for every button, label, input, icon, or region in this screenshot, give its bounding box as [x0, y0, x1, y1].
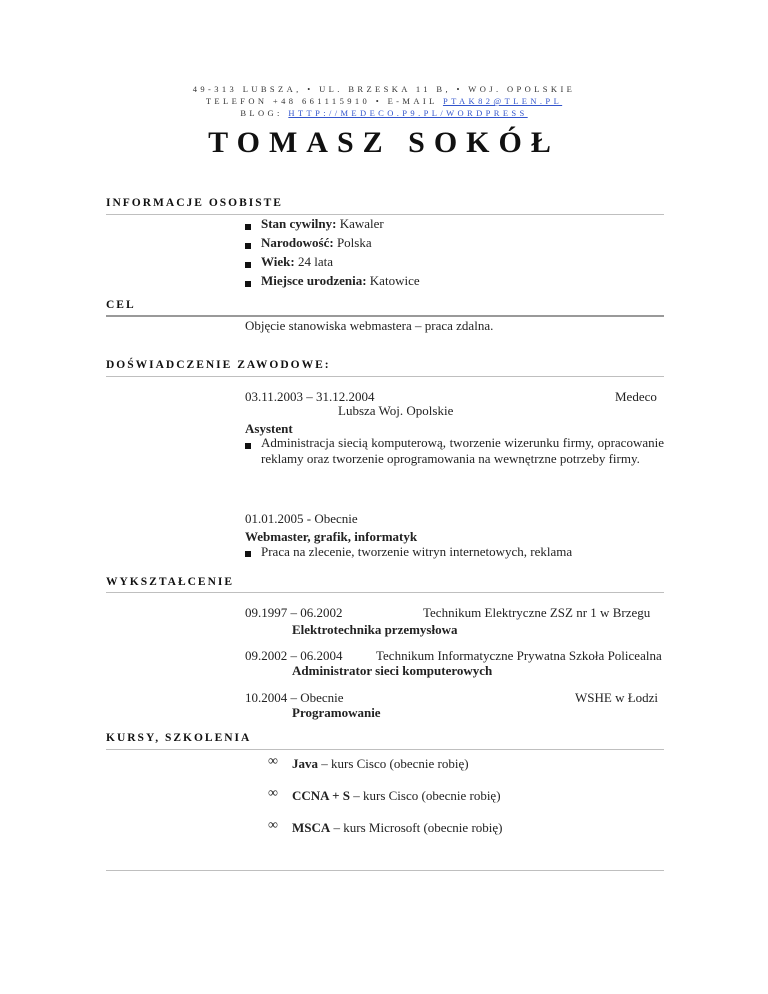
job-dates: 01.01.2005 - Obecnie — [245, 511, 358, 526]
course-item — [292, 820, 502, 836]
edu-field: Administrator sieci komputerowych — [292, 663, 493, 678]
footer-divider — [106, 870, 664, 871]
section-title-courses: KURSY, SZKOLENIA — [106, 732, 252, 744]
edu-dates: 10.2004 – Obecnie — [245, 690, 344, 705]
course-desc: – kurs Cisco (obecnie robię) — [349, 788, 501, 803]
personal-label: Stan cywilny: — [261, 216, 337, 231]
section-divider — [106, 315, 664, 317]
job-company: Medeco — [615, 389, 657, 404]
square-bullet-icon — [245, 224, 251, 230]
edu-school: Technikum Elektryczne ZSZ nr 1 w Brzegu — [423, 605, 651, 620]
job-duties: Praca na zlecenie, tworzenie witryn internetowych, reklama — [261, 544, 573, 559]
course-desc: – kurs Cisco (obecnie robię) — [318, 756, 469, 771]
section-divider — [106, 376, 664, 377]
email-link[interactable]: PTAK82@TLEN.PL — [442, 96, 563, 106]
job-position: Asystent — [245, 421, 293, 436]
course-item — [292, 788, 501, 804]
edu-school: Technikum Informatyczne Prywatna Szkoła Policealna — [376, 648, 662, 663]
edu-field: Elektrotechnika przemysłowa — [292, 622, 458, 637]
job-position: Webmaster, grafik, informatyk — [245, 529, 418, 544]
personal-item-text — [261, 235, 372, 251]
contact-phone: TELEFON +48 661115910 • E-MAIL — [205, 96, 443, 106]
edu-school: WSHE w Łodzi — [575, 690, 659, 705]
section-divider — [106, 749, 664, 750]
job-dates: 03.11.2003 – 31.12.2004 — [245, 389, 375, 404]
square-bullet-icon — [245, 281, 251, 287]
personal-value: Kawaler — [336, 216, 384, 231]
personal-value: Katowice — [366, 273, 420, 288]
infinity-bullet-icon: ∞ — [268, 786, 278, 801]
job-duties: Administracja siecią komputerową, tworzenie wizerunku firmy, opracowanie reklamy oraz tworzenie oprogramowania na wewnętrzne potrzeby firmy. — [261, 435, 664, 466]
edu-dates: 09.1997 – 06.2002 — [245, 605, 343, 620]
personal-label: Wiek: — [261, 254, 295, 269]
personal-item-text — [261, 254, 333, 270]
personal-label: Narodowość: — [261, 235, 334, 250]
square-bullet-icon — [245, 443, 251, 449]
full-name: TOMASZ SOKÓŁ — [208, 126, 560, 159]
contact-address: 49-313 LUBSZA, • UL. BRZESKA 11 B, • WOJ. OPOLSKIE — [192, 84, 576, 94]
contact-blog — [0, 108, 768, 118]
contact-phone-email — [0, 96, 768, 106]
infinity-bullet-icon: ∞ — [268, 754, 278, 769]
section-divider — [106, 592, 664, 593]
blog-label: BLOG: — [240, 108, 289, 118]
course-name: MSCA — [292, 820, 331, 835]
goal-text: Objęcie stanowiska webmastera – praca zdalna. — [245, 318, 494, 333]
section-divider — [106, 214, 664, 215]
course-desc: – kurs Microsoft (obecnie robię) — [330, 820, 503, 835]
edu-field: Programowanie — [292, 705, 381, 720]
infinity-bullet-icon: ∞ — [268, 818, 278, 833]
square-bullet-icon — [245, 262, 251, 268]
section-title-experience: DOŚWIADCZENIE ZAWODOWE: — [106, 359, 331, 371]
course-name: CCNA + S — [292, 788, 350, 803]
personal-value: Polska — [333, 235, 372, 250]
section-title-goal: CEL — [106, 299, 136, 311]
personal-item-text — [261, 273, 420, 289]
section-title-education: WYKSZTAŁCENIE — [106, 576, 235, 588]
course-item — [292, 756, 469, 772]
square-bullet-icon — [245, 551, 251, 557]
edu-dates: 09.2002 – 06.2004 — [245, 648, 343, 663]
square-bullet-icon — [245, 243, 251, 249]
section-title-personal: INFORMACJE OSOBISTE — [106, 197, 283, 209]
personal-value: 24 lata — [294, 254, 333, 269]
blog-link[interactable]: HTTP://MEDECO.P9.PL/WORDPRESS — [288, 108, 528, 118]
job-location: Lubsza Woj. Opolskie — [338, 403, 454, 418]
personal-label: Miejsce urodzenia: — [261, 273, 367, 288]
personal-item-text — [261, 216, 384, 232]
course-name: Java — [292, 756, 318, 771]
